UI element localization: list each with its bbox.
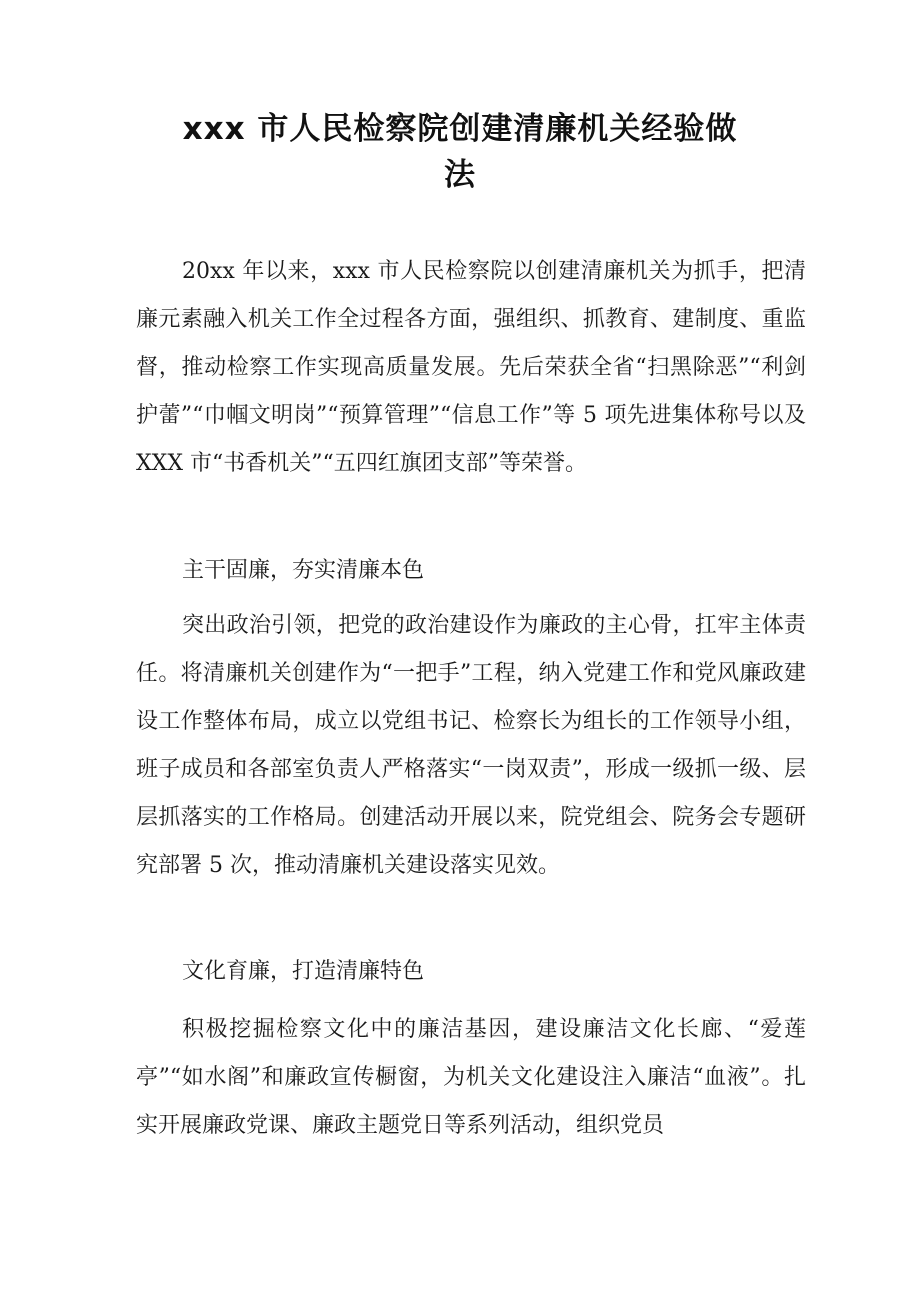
title-line-2: 法	[444, 157, 476, 193]
title-line-1: xxx 市人民检察院创建清廉机关经验做	[182, 111, 738, 147]
document-title	[160, 106, 760, 198]
intro-paragraph: 20xx 年以来，xxx 市人民检察院以创建清廉机关为抓手，把清廉元素融入机关工作全过程各方面，强组织、抓教育、建制度、重监督，推动检察工作实现高质量发展。先后荣获全省“扫黑除恶”“利剑护蕾”“巾帼文明岗”“预算管理”“信息工作”等 5 项先进集体称号以及 XXX 市“书香机关”“五四红旗团支部”等荣誉。	[136, 259, 806, 476]
section-1-paragraph: 突出政治引领，把党的政治建设作为廉政的主心骨，扛牢主体责任。将清廉机关创建作为“一把手”工程，纳入党建工作和党风廉政建设工作整体布局，成立以党组书记、检察长为组长的工作领导小组，班子成员和各部室负责人严格落实“一岗双责”，形成一级抓一级、层层抓落实的工作格局。创建活动开展以来，院党组会、院务会专题研究部署 5 次，推动清廉机关建设落实见效。	[136, 613, 806, 878]
section-2-heading: 文化育廉，打造清廉特色	[182, 959, 425, 984]
section-2-paragraph: 积极挖掘检察文化中的廉洁基因，建设廉洁文化长廊、“爱莲亭”“如水阁”和廉政宣传橱窗，为机关文化建设注入廉洁“血液”。扎实开展廉政党课、廉政主题党日等系列活动，组织党员	[136, 1017, 806, 1138]
section-1-heading: 主干固廉，夯实清廉本色	[182, 558, 425, 583]
